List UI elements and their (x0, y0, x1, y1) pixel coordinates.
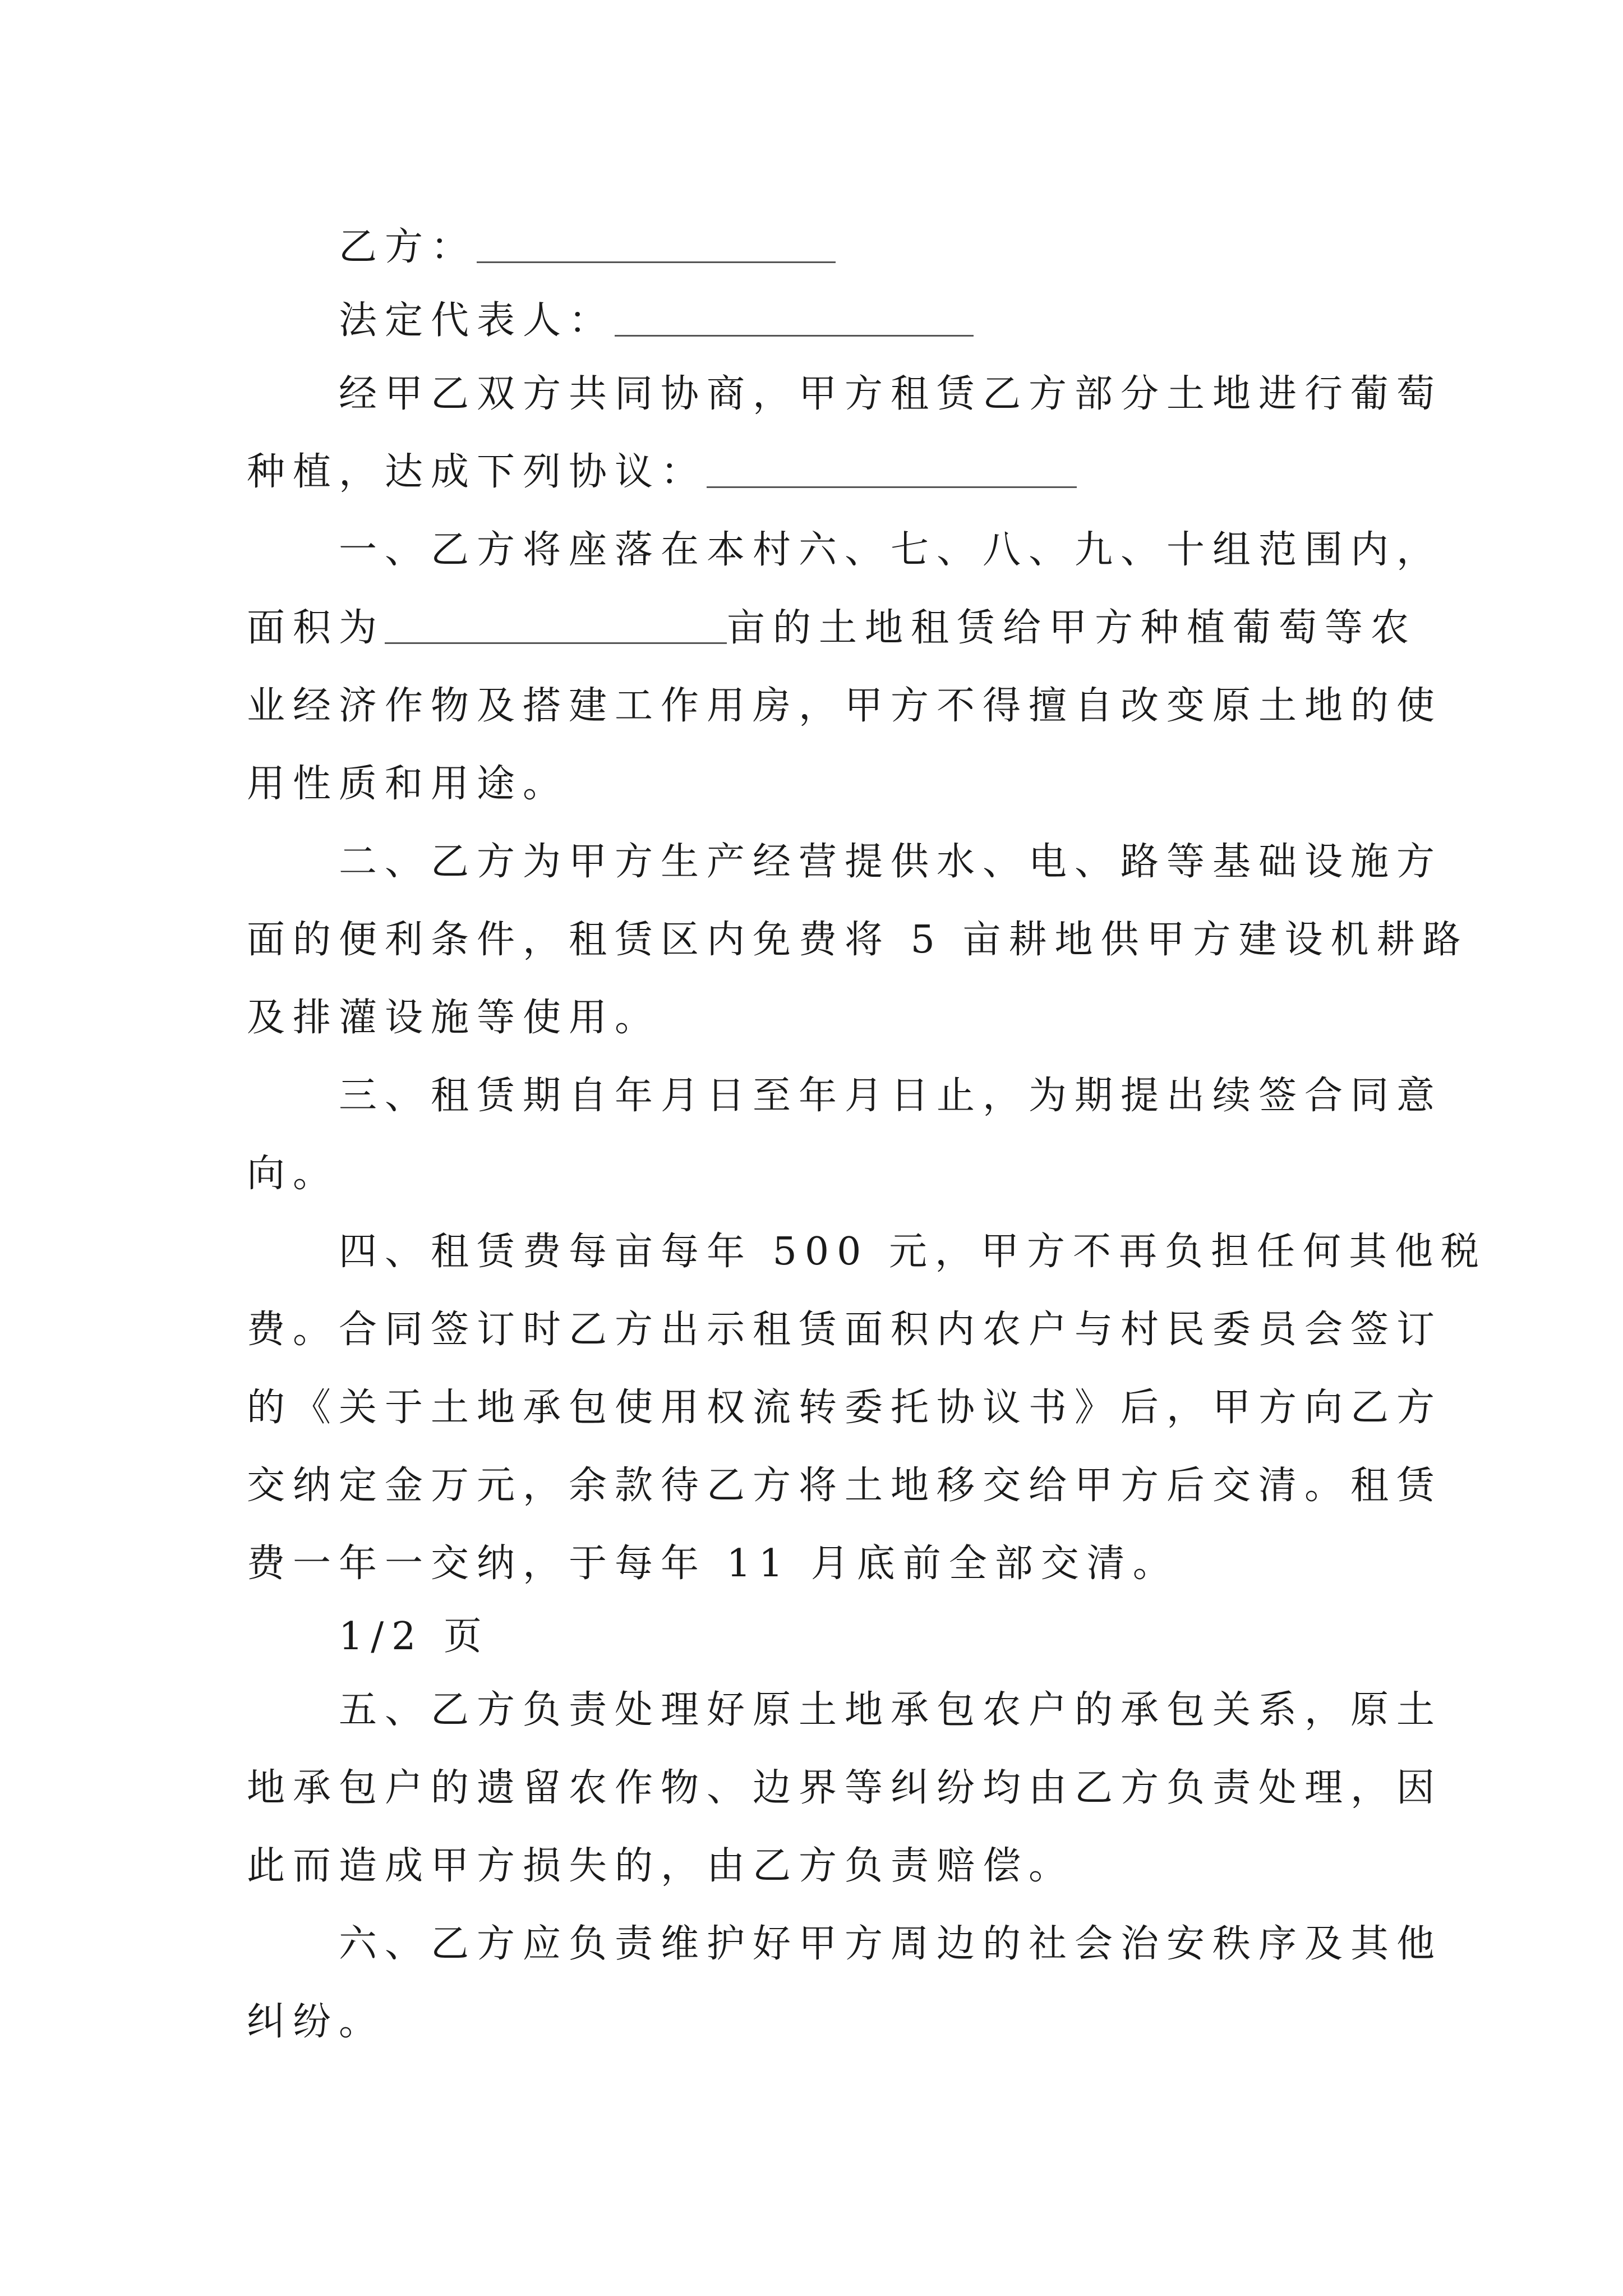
clause5-line-2: 地承包户的遗留农作物、边界等纠纷均由乙方负责处理，因 (247, 1766, 1443, 1810)
clause4-line-2: 费。合同签订时乙方出示租赁面积内农户与村民委员会签订 (247, 1308, 1443, 1352)
clause1-line-4: 用性质和用途。 (247, 762, 569, 806)
party-b-blank (477, 228, 836, 263)
clause2-line-3: 及排灌设施等使用。 (247, 996, 661, 1040)
clause4-line-1: 四、租赁费每亩每年 500 元，甲方不再负担任何其他税 (339, 1230, 1487, 1274)
clause4-line-4: 交纳定金万元，余款待乙方将土地移交给甲方后交清。租赁 (247, 1464, 1443, 1508)
clause4-line-5: 费一年一交纳，于每年 11 月底前全部交清。 (247, 1542, 1179, 1586)
clause6-line-1: 六、乙方应负责维护好甲方周边的社会治安秩序及其他 (339, 1922, 1443, 1966)
legal-rep-line (339, 295, 1483, 347)
clause5-line-3: 此而造成甲方损失的，由乙方负责赔偿。 (247, 1844, 1075, 1888)
area-blank (385, 609, 727, 644)
intro-line-1: 经甲乙双方共同协商，甲方租赁乙方部分土地进行葡萄 (339, 372, 1443, 416)
legal-rep-blank (615, 301, 974, 337)
intro-blank (707, 453, 1077, 488)
clause5-line-1: 五、乙方负责处理好原土地承包农户的承包关系，原土 (339, 1688, 1443, 1732)
clause2-line-2: 面的便利条件，租赁区内免费将 5 亩耕地供甲方建设机耕路 (247, 918, 1469, 962)
clause2-line-1: 二、乙方为甲方生产经营提供水、电、路等基础设施方 (339, 840, 1443, 884)
intro-line-2-text: 种植，达成下列协议： (247, 450, 707, 494)
clause1-line-2-before: 面积为 (247, 606, 385, 650)
clause3-line-2: 向。 (247, 1152, 339, 1196)
clause1-line-3: 业经济作物及搭建工作用房，甲方不得擅自改变原土地的使 (247, 684, 1443, 728)
clause3-line-1: 三、租赁期自年月日至年月日止，为期提出续签合同意 (339, 1074, 1443, 1118)
clause6-line-2: 纠纷。 (247, 2000, 385, 2044)
clause1-line-1: 一、乙方将座落在本村六、七、八、九、十组范围内， (339, 528, 1443, 572)
party-b-label: 乙方： (339, 225, 477, 269)
clause1-line-2 (247, 602, 1417, 654)
page-number: 1/2 页 (339, 1614, 490, 1659)
clause1-line-2-after: 亩的土地租赁给甲方种植葡萄等农 (727, 606, 1417, 650)
legal-rep-label: 法定代表人： (339, 298, 615, 343)
party-b-line (339, 222, 1483, 273)
intro-line-2 (247, 447, 1391, 498)
clause4-line-3: 的《关于土地承包使用权流转委托协议书》后，甲方向乙方 (247, 1386, 1443, 1430)
